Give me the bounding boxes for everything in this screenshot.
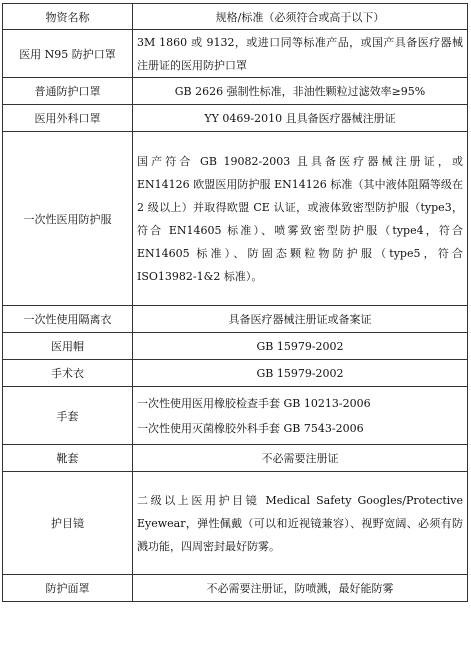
table-row (3, 387, 468, 445)
item-spec: 3M 1860 或 9132，或进口同等标准产品，或国产具备医疗器械注册证的医用防护口罩 (133, 30, 468, 78)
item-name: 一次性医用防护服 (3, 132, 133, 306)
item-spec: 二级以上医用护目镜 Medical Safety Googles/Protective Eyewear，弹性佩戴（可以和近视镜兼容）、视野宽阔、必须有防溅功能，四周密封最好防雾。 (133, 472, 468, 575)
supplies-spec-table (2, 3, 468, 602)
table-row (3, 132, 468, 306)
item-spec: YY 0469-2010 且具备医疗器械注册证 (133, 105, 468, 132)
table-header-row (3, 4, 468, 30)
header-spec: 规格/标准（必须符合或高于以下） (133, 4, 468, 30)
item-spec: GB 15979-2002 (133, 333, 468, 360)
item-name: 护目镜 (3, 472, 133, 575)
table-row (3, 105, 468, 132)
table-row (3, 445, 468, 472)
table-row (3, 360, 468, 387)
item-name: 一次性使用隔离衣 (3, 306, 133, 333)
table-row (3, 575, 468, 602)
item-spec-line: 一次性使用医用橡胶检查手套 GB 10213-2006 (137, 396, 371, 410)
item-name: 防护面罩 (3, 575, 133, 602)
item-spec (133, 387, 468, 445)
item-spec: 不必需要注册证 (133, 445, 468, 472)
item-spec-line: 一次性使用灭菌橡胶外科手套 GB 7543-2006 (137, 421, 364, 435)
item-name: 医用帽 (3, 333, 133, 360)
header-item-name: 物资名称 (3, 4, 133, 30)
item-name: 靴套 (3, 445, 133, 472)
item-name: 医用 N95 防护口罩 (3, 30, 133, 78)
table-row (3, 306, 468, 333)
item-spec: 不必需要注册证，防喷溅，最好能防雾 (133, 575, 468, 602)
item-name: 手套 (3, 387, 133, 445)
table-row (3, 78, 468, 105)
item-spec: 具备医疗器械注册证或备案证 (133, 306, 468, 333)
table-row (3, 472, 468, 575)
item-name: 手术衣 (3, 360, 133, 387)
item-name: 普通防护口罩 (3, 78, 133, 105)
item-name: 医用外科口罩 (3, 105, 133, 132)
item-spec: GB 2626 强制性标准，非油性颗粒过滤效率≥95% (133, 78, 468, 105)
item-spec: GB 15979-2002 (133, 360, 468, 387)
item-spec: 国产符合 GB 19082-2003 且具备医疗器械注册证，或 EN14126 欧盟医用防护服 EN14126 标准（其中液体阻隔等级在 2 级以上）并取得欧盟 CE 认证，或液体致密型防护服（type3，符合 EN14605 标准）、喷雾致密型防护服（type4，符合 EN14605 标准）、防固态颗粒物防护服（type5，符合 ISO13982-1&2 标准）。 (133, 132, 468, 306)
table-row (3, 333, 468, 360)
table-row (3, 30, 468, 78)
